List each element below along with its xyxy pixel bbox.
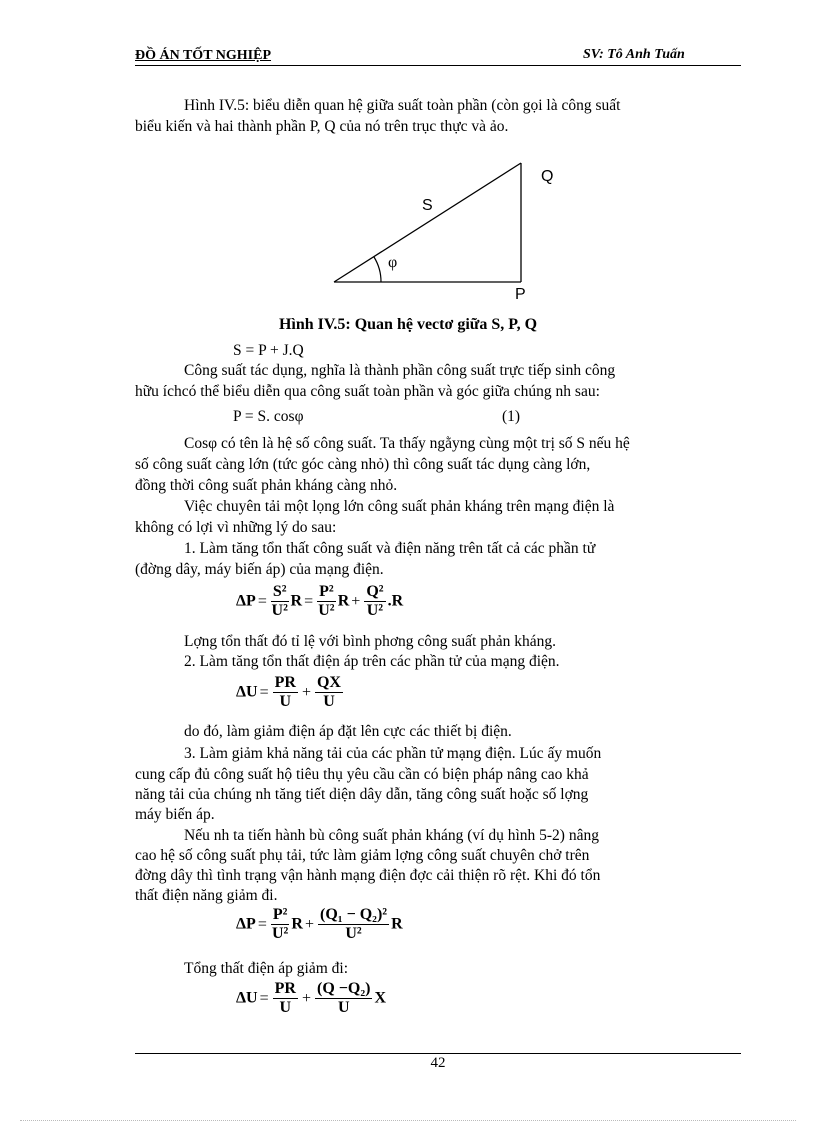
p2-line-1: Cosφ có tên là hệ số công suất. Ta thấy ngằyng cùng một trị số S nếu hệ — [184, 435, 630, 452]
equation-p-number: (1) — [502, 408, 521, 425]
formula-delta-u-2: ΔU = $\frac{PR}{U}$ + $\frac{\text{(Q −Q₂)}}{U}$ X — [236, 980, 387, 1016]
header-author: SV: Tô Anh Tuấn — [583, 47, 685, 62]
fraction-numerator: S² — [272, 583, 287, 600]
figure-caption: Hình IV.5: Quan hệ vectơ giữa S, P, Q — [278, 316, 538, 333]
fraction-numerator: PR — [274, 674, 296, 691]
label-q: Q — [541, 168, 554, 185]
item2: 2. Làm tăng tổn thất điện áp trên các phần tử của mạng điện. — [184, 653, 560, 670]
fraction-numerator: PR — [274, 980, 296, 997]
formula-delta-u-1: ΔU = $\frac{PR}{U}$ + $\frac{QX}{U}$ — [236, 674, 341, 710]
formula-lhs: ΔP — [236, 915, 256, 933]
item3-line-2: cung cấp đủ công suất hộ tiêu thụ yêu cầu cần có biện pháp nâng cao khả — [135, 766, 589, 783]
after-formula-2: do đó, làm giảm điện áp đặt lên cực các thiết bị điện. — [184, 723, 512, 740]
p1-line-1: Công suất tác dụng, nghĩa là thành phần công suất trực tiếp sinh công — [184, 362, 616, 379]
formula-delta-p-2: ΔP = $\frac{\text{P²}}{\text{U²}}$ R + $\frac{\text{(Q₁ − Q₂)²}}{\text{U²}}$ R — [236, 906, 403, 942]
formula-term: R — [290, 592, 303, 610]
phi-angle-arc — [374, 257, 381, 282]
after-formula-1: Lợng tổn thất đó tỉ lệ với bình phơng công suất phản kháng. — [184, 633, 556, 650]
intro-line-2: biểu kiến và hai thành phần P, Q của nó trên trục thực và ảo. — [135, 118, 509, 135]
p4-line-1: Nếu nh ta tiến hành bù công suất phản kháng (ví dụ hình 5-2) nâng — [184, 827, 599, 844]
equation-s: S = P + J.Q — [233, 342, 304, 359]
fraction-numerator: (Q −Q₂) — [316, 980, 371, 997]
footer-rule — [135, 1053, 741, 1054]
header-title: ĐỒ ÁN TỐT NGHIỆP — [135, 48, 272, 63]
label-p: P — [515, 286, 526, 303]
equation-p: P = S. cosφ — [233, 408, 304, 425]
p4-line-4: thất điện năng giảm đi. — [135, 887, 278, 904]
formula-lhs: ΔU — [236, 989, 258, 1007]
header-rule — [135, 65, 741, 66]
fraction-numerator: P² — [319, 583, 334, 600]
item3-line-1: 3. Làm giảm khả năng tải của các phần tử mạng điện. Lúc ấy muốn — [184, 745, 602, 762]
formula-term: R — [291, 915, 303, 933]
fraction-denominator: U² — [271, 602, 288, 619]
vector-s-line — [334, 163, 521, 282]
p4-line-2: cao hệ số công suất phụ tải, tức làm giảm lợng công suất chuyên chở trên — [135, 847, 590, 864]
item3-line-3: năng tải của chúng nh tăng tiết diện dây dẫn, tăng công suất hoặc số lợng — [135, 786, 589, 803]
fraction-numerator: QX — [316, 674, 341, 691]
label-s: S — [422, 197, 433, 214]
formula-term: .R — [387, 592, 404, 610]
formula-term: X — [374, 989, 387, 1007]
item1-line-2: (đờng dây, máy biến áp) của mạng điện. — [135, 561, 384, 578]
p2-line-3: đồng thời công suất phản kháng càng nhỏ. — [135, 477, 398, 494]
fraction-numerator: (Q₁ − Q₂)² — [320, 906, 388, 923]
p4-line-3: đờng dây thì tình trạng vận hành mạng điện đợc cải thiện rõ rệt. Khi đó tổn — [135, 867, 601, 884]
fraction-denominator: U² — [271, 925, 289, 942]
item3-line-4: máy biến áp. — [135, 806, 215, 823]
item1-line-1: 1. Làm tăng tổn thất công suất và điện năng trên tất cả các phần tử — [184, 540, 596, 557]
fraction-denominator: U² — [318, 602, 335, 619]
p1-line-2: hữu íchcó thể biểu diễn qua công suất toàn phần và góc giữa chúng nh sau: — [135, 383, 600, 400]
formula-term: R — [337, 592, 350, 610]
formula-lhs: ΔU — [236, 683, 258, 701]
p3-line-2: không có lợi vì những lý do sau: — [135, 519, 337, 536]
fraction-denominator: U² — [345, 925, 362, 942]
fraction-denominator: U — [279, 999, 292, 1016]
label-phi: φ — [388, 254, 398, 271]
p5: Tổng thất điện áp giảm đi: — [184, 960, 349, 977]
fraction-numerator: P² — [272, 906, 288, 923]
formula-term: R — [391, 915, 403, 933]
fraction-denominator: U² — [366, 602, 384, 619]
p3-line-1: Việc chuyên tải một lọng lớn công suất phản kháng trên mạng điện là — [184, 498, 615, 515]
p2-line-2: số công suất càng lớn (tức góc càng nhỏ) thì công suất tác dụng càng lớn, — [135, 456, 591, 473]
page-edge-divider — [20, 1120, 796, 1121]
page-number: 42 — [430, 1055, 446, 1071]
formula-lhs: ΔP — [236, 592, 256, 610]
fraction-denominator: U — [337, 999, 350, 1016]
fraction-denominator: U — [323, 693, 335, 710]
fraction-denominator: U — [279, 693, 292, 710]
formula-delta-p-1: ΔP = $\frac{\text{S²}}{\text{U²}}$ R = $\frac{\text{P²}}{\text{U²}}$ R + $\frac{\text{Q²}}{\text{U²}}$ .R — [236, 583, 404, 619]
fraction-numerator: Q² — [366, 583, 384, 600]
intro-line-1: Hình IV.5: biểu diễn quan hệ giữa suất toàn phần (còn gọi là công suất — [184, 97, 621, 114]
